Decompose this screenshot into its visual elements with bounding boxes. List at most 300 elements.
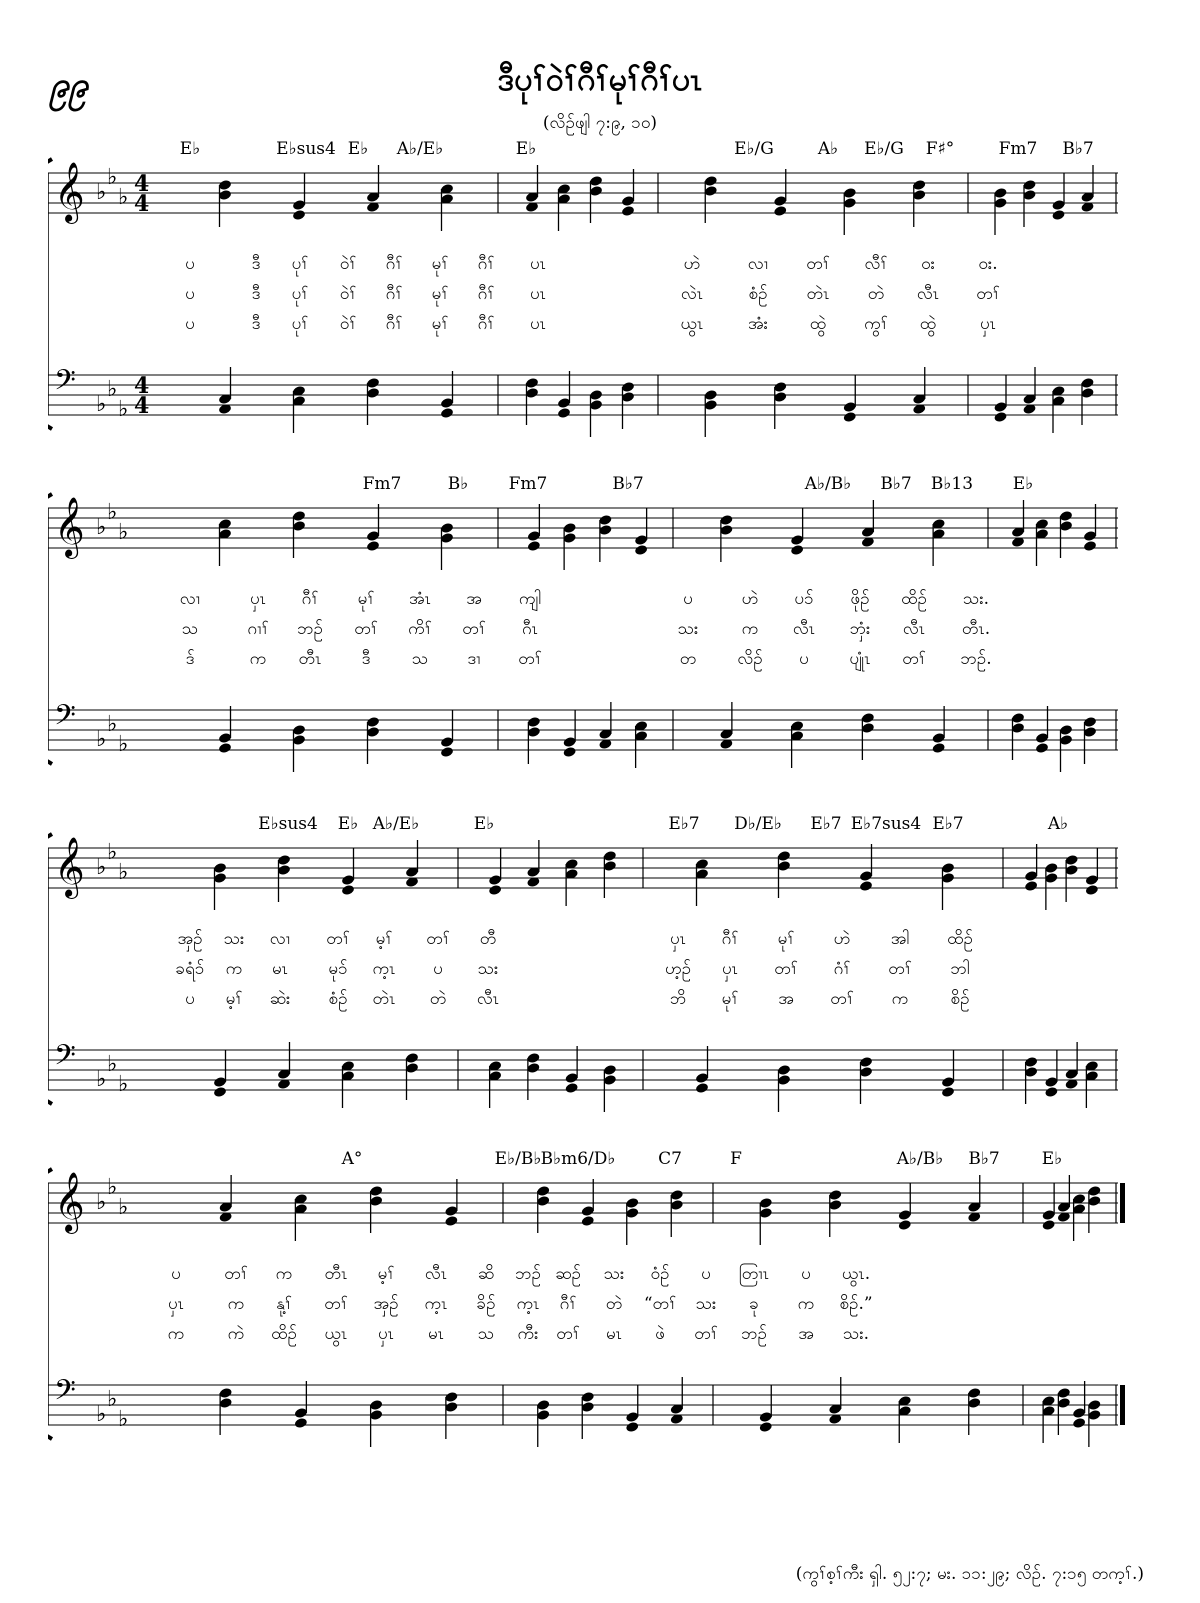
key-signature-flat-icon: ♭ (96, 1402, 107, 1427)
lyric-syllable: လီၤ (476, 989, 500, 1009)
time-signature-digit: 4 (134, 171, 150, 197)
lyric-syllable: ပုၢ် (291, 254, 309, 274)
lyric-syllable: ပၥ် (794, 589, 814, 609)
lyric-syllable: ပ (171, 1264, 181, 1284)
lyric-syllable: က (891, 989, 909, 1009)
lyric-syllable: တၢ် (354, 619, 378, 639)
lyric-syllable: အ (778, 989, 794, 1009)
lyric-syllable: ပ (433, 959, 443, 979)
lyric-syllable: ဘဉ် (741, 1324, 767, 1344)
lyric-syllable: မ့ၢ် (375, 929, 393, 949)
lyric-syllable: ဝဲၢ် (339, 284, 357, 304)
lyric-syllable: ဝဲၢ် (339, 314, 357, 334)
footer-reference: (ကွၢ်စ့ၢ်ကီး ရှါ. ၅၂:၇; မး. ၁၁:၂၉; လိဉ်. ၇:၁၅ တက့ၢ်.) (795, 1564, 1144, 1584)
key-signature-flat-icon: ♭ (96, 727, 107, 752)
lyric-syllable: ဖဲ (655, 1324, 665, 1344)
chord-symbol: A♭/E♭ (396, 139, 444, 159)
lyric-syllable: ဒၢ (467, 649, 481, 669)
note-head (790, 544, 804, 556)
lyric-syllable: မုၢ် (431, 254, 449, 274)
bass-staff (48, 1050, 1118, 1090)
lyric-syllable: ပှၤ (979, 314, 997, 334)
music-system-4 (48, 1145, 1170, 1455)
lyric-syllable: ခု (749, 1294, 759, 1314)
lyric-syllable: သး (695, 1294, 717, 1314)
bass-staff (48, 1385, 1118, 1425)
lyric-syllable: စိဉ် (950, 989, 970, 1009)
lyric-syllable: က (741, 619, 759, 639)
final-barline (1120, 1183, 1125, 1223)
chord-symbol: E♭7 (932, 814, 964, 834)
chord-symbol: F (730, 1149, 742, 1169)
chord-symbol: A♭/E♭ (372, 814, 420, 834)
lyric-syllable: လီၢ် (864, 254, 888, 274)
lyric-syllable: ထွဲ (809, 314, 827, 334)
note-head (440, 746, 454, 758)
chord-symbol: F♯° (925, 139, 955, 159)
lyric-verse-1 (48, 928, 1170, 952)
chord-symbol: E♭ (347, 139, 369, 159)
note-head (941, 1086, 955, 1098)
lyric-syllable: က (797, 1294, 815, 1314)
lyric-syllable: မုၢ် (777, 929, 795, 949)
key-signature-flat-icon: ♭ (96, 515, 107, 540)
lyric-syllable: ဆိ (477, 1264, 495, 1284)
lyric-syllable: က့ၤ (424, 1294, 448, 1314)
lyric-syllable: အံၤ (409, 589, 431, 609)
lyric-syllable: လဲၤ (680, 284, 704, 304)
key-signature-flat-icon: ♭ (107, 500, 118, 525)
note-head (1083, 540, 1097, 552)
lyric-syllable: ဟ့ဉ် (664, 959, 692, 979)
lyric-syllable: စံဉ် (328, 989, 348, 1009)
lyric-syllable: တဲ (605, 1294, 623, 1314)
chord-symbol: C7 (658, 1149, 682, 1169)
lyric-syllable: ပှၤ (377, 1324, 395, 1344)
lyric-syllable: ဂၢၢ် (247, 619, 269, 639)
lyric-syllable: တၢ် (324, 1294, 348, 1314)
chord-symbol: B♭m6/D♭ (540, 1149, 616, 1169)
lyric-syllable: ခရံၥ် (175, 959, 205, 979)
chord-symbol: E♭7 (668, 814, 700, 834)
bass-clef-icon: 𝄢 (54, 1374, 76, 1414)
lyric-syllable: က (227, 1294, 245, 1314)
lyric-syllable: ယွၤ. (841, 1264, 871, 1284)
lyric-verse-3 (48, 313, 1170, 337)
note-head (1035, 742, 1049, 754)
lyric-syllable: သ (181, 619, 199, 639)
key-signature-flat-icon: ♭ (96, 855, 107, 880)
lyric-syllable: ဂီၢ် (721, 929, 739, 949)
lyric-syllable: ဂီၢ် (477, 314, 495, 334)
chord-symbol: E♭ (1012, 474, 1034, 494)
key-signature-flat-icon: ♭ (107, 1052, 118, 1077)
lyric-syllable: ဒီ (361, 649, 371, 669)
lyric-syllable: ပၤ (529, 314, 547, 334)
key-signature-flat-icon: ♭ (107, 840, 118, 865)
music-system-2 (48, 470, 1170, 780)
treble-clef-icon: 𝄞 (54, 497, 85, 557)
lyric-syllable: အ (466, 589, 482, 609)
lyric-syllable: ပျုံၤ (849, 649, 871, 669)
lyric-syllable: ထိဉ် (271, 1324, 297, 1344)
note-head (993, 411, 1007, 423)
lyric-syllable: လိဉ် (737, 649, 763, 669)
lyric-syllable: စံဉ် (748, 284, 768, 304)
treble-staff (48, 173, 1118, 213)
lyric-syllable: စိဉ်.” (839, 1294, 873, 1314)
lyric-syllable: ဟဲ (683, 254, 701, 274)
chord-symbol: A° (341, 1149, 363, 1169)
key-signature-flat-icon: ♭ (96, 1067, 107, 1092)
lyric-syllable: လီၤ (916, 284, 940, 304)
lyric-syllable: ဟဲ (741, 589, 759, 609)
lyric-syllable: လီၤ (792, 619, 816, 639)
note-head (292, 209, 306, 221)
lyric-syllable: သး. (842, 1324, 870, 1344)
chord-symbol: E♭ (1041, 1149, 1063, 1169)
lyric-syllable: တ (679, 649, 697, 669)
treble-clef-icon: 𝄞 (54, 1172, 85, 1232)
chord-symbol: E♭ (337, 814, 359, 834)
lyric-syllable: ယွၤ (324, 1324, 348, 1344)
lyric-syllable: ဟဲ (833, 929, 851, 949)
note-head (366, 540, 380, 552)
lyric-syllable: တၢ် (462, 619, 486, 639)
note-head (898, 1219, 912, 1231)
lyric-syllable: ဘဉ်. (960, 649, 992, 669)
lyric-syllable: ဂီၢ် (385, 314, 403, 334)
lyric-syllable: ပှၤ (721, 959, 739, 979)
time-signature-digit: 4 (134, 191, 150, 217)
lyric-syllable: လၢ (269, 929, 291, 949)
note-head (488, 884, 502, 896)
lyric-syllable: ဒီ (251, 254, 261, 274)
hymn-title: ဒီပုၢ်ဝဲၢ်ဂီၢ်မုၢ်ဂီၢ်ပၤ (497, 60, 703, 98)
lyric-syllable: မုၢ် (357, 589, 375, 609)
lyric-syllable: အါ (890, 929, 910, 949)
note-head (1072, 1417, 1086, 1429)
note-head (440, 407, 454, 419)
lyric-syllable: တဲ (429, 989, 447, 1009)
lyric-syllable: သး (477, 959, 499, 979)
bass-clef-icon: 𝄢 (54, 364, 76, 404)
chord-symbol: E♭/G (864, 139, 904, 159)
lyric-syllable: ကီး (517, 1324, 539, 1344)
lyric-syllable: ပ (185, 254, 195, 274)
lyric-syllable: “တၢ် (643, 1294, 677, 1314)
bass-staff (48, 375, 1118, 415)
lyric-syllable: ပှၤ (167, 1294, 185, 1314)
chord-symbol: E♭7sus4 (850, 814, 922, 834)
chord-symbol: B♭7 (1062, 139, 1094, 159)
lyric-syllable: ဂီၤ (521, 619, 539, 639)
final-barline (1120, 1385, 1125, 1425)
lyric-syllable: ယွၤ (680, 314, 704, 334)
key-signature-flat-icon: ♭ (96, 180, 107, 205)
chord-symbol: B♭ (447, 474, 469, 494)
lyric-syllable: ဆဉ် (555, 1264, 581, 1284)
chord-symbol: A♭/B♭ (896, 1149, 944, 1169)
lyric-syllable: အှဉ် (373, 1294, 399, 1314)
lyric-syllable: ဘိ (669, 989, 687, 1009)
key-signature-flat-icon: ♭ (118, 1407, 129, 1432)
key-signature-flat-icon: ♭ (107, 165, 118, 190)
treble-staff (48, 1183, 1118, 1223)
lyric-syllable: ဂီၢ် (301, 589, 319, 609)
note-head (843, 411, 857, 423)
lyric-syllable: ဝး (921, 254, 935, 274)
note-head (1044, 1086, 1058, 1098)
lyric-syllable: ပုၢ် (291, 284, 309, 304)
lyric-syllable: တၢ် (694, 1324, 718, 1344)
lyric-syllable: တီၤ (324, 1264, 348, 1284)
key-signature-flat-icon: ♭ (107, 712, 118, 737)
note-head (294, 1417, 308, 1429)
lyric-syllable: အ (798, 1324, 814, 1344)
lyric-syllable: ဝံဉ် (650, 1264, 670, 1284)
lyric-syllable: ဘဉ် (515, 1264, 541, 1284)
note-head (634, 544, 648, 556)
time-signature-digit: 4 (134, 373, 150, 399)
lyric-syllable: မုၥ် (328, 959, 348, 979)
lyric-syllable: အံး (748, 314, 768, 334)
lyric-syllable: ဂီၢ် (477, 284, 495, 304)
lyric-syllable: လၢ (179, 589, 201, 609)
note-head (773, 205, 787, 217)
treble-staff (48, 508, 1118, 548)
note-head (1042, 1219, 1056, 1231)
chord-symbol: E♭sus4 (258, 814, 318, 834)
lyric-syllable: ဒီ (251, 314, 261, 334)
lyric-syllable: တြၢၤ (738, 1264, 770, 1284)
bass-staff (48, 710, 1118, 750)
chord-symbol: E♭sus4 (276, 139, 336, 159)
bass-clef-icon: 𝄢 (54, 1039, 76, 1079)
lyric-syllable: တၢ် (976, 284, 1000, 304)
lyric-syllable: မုၢ် (431, 284, 449, 304)
lyric-syllable: က့ၤ (516, 1294, 540, 1314)
note-head (218, 742, 232, 754)
lyric-syllable: လီၤ (424, 1264, 448, 1284)
lyric-verse-1 (48, 1263, 1170, 1287)
lyric-syllable: သး (223, 929, 245, 949)
lyric-syllable: ဂီၢ် (559, 1294, 577, 1314)
chord-symbol: A♭ (817, 139, 839, 159)
note-head (444, 1215, 458, 1227)
lyric-syllable: လီၤ (902, 619, 926, 639)
lyric-syllable: တၢ် (774, 959, 798, 979)
lyric-syllable: ဝး. (978, 254, 998, 274)
note-head (1051, 209, 1065, 221)
note-head (581, 1215, 595, 1227)
lyric-syllable: တၢ် (518, 649, 542, 669)
chord-symbol: A♭ (1047, 814, 1069, 834)
lyric-syllable: တၢ် (806, 254, 830, 274)
lyric-verse-3 (48, 988, 1170, 1012)
lyric-syllable: ပၤ (529, 284, 547, 304)
lyric-syllable: က (275, 1264, 293, 1284)
key-signature-flat-icon: ♭ (118, 1195, 129, 1220)
lyric-syllable: ကျါ (518, 589, 542, 609)
lyric-syllable: က (225, 959, 243, 979)
chord-symbol: A♭/B♭ (804, 474, 852, 494)
music-system-1 (48, 135, 1170, 445)
note-head (1024, 880, 1038, 892)
lyric-syllable: ထွဲ (919, 314, 937, 334)
note-head (759, 1421, 773, 1433)
key-signature-flat-icon: ♭ (118, 397, 129, 422)
key-signature-flat-icon: ♭ (118, 732, 129, 757)
note-head (695, 1082, 709, 1094)
chord-symbol: E♭/B♭ (494, 1149, 542, 1169)
note-head (932, 742, 946, 754)
lyric-verse-2 (48, 283, 1170, 307)
lyric-syllable: ဝဲၢ် (339, 254, 357, 274)
lyric-verse-2 (48, 1293, 1170, 1317)
note-head (1085, 884, 1099, 896)
lyric-syllable: က (249, 649, 267, 669)
lyric-syllable: မ့ၢ် (225, 989, 243, 1009)
music-system-3 (48, 810, 1170, 1120)
lyric-syllable: တီၤ. (961, 619, 991, 639)
time-signature-digit: 4 (134, 393, 150, 419)
lyric-syllable: သ (411, 649, 429, 669)
lyric-syllable: တဲၤ (806, 284, 830, 304)
lyric-syllable: တီၤ (298, 649, 322, 669)
note-head (557, 407, 571, 419)
lyric-syllable: ကဲ (227, 1324, 245, 1344)
lyric-syllable: ပ (683, 589, 693, 609)
lyric-syllable: တဲၤ (372, 989, 396, 1009)
chord-symbol: E♭7 (810, 814, 842, 834)
lyric-verse-3 (48, 1323, 1170, 1347)
key-signature-flat-icon: ♭ (118, 520, 129, 545)
chord-symbol: Fm7 (508, 474, 548, 494)
lyric-syllable: ကွၢ် (864, 314, 888, 334)
lyric-syllable: ဂီၢ် (477, 254, 495, 274)
note-head (563, 746, 577, 758)
lyric-syllable: တၢ် (902, 649, 926, 669)
note-head (625, 1421, 639, 1433)
lyric-syllable: တၢ် (326, 929, 350, 949)
lyric-syllable: မၤ (427, 1324, 445, 1344)
lyric-syllable: တၢ် (888, 959, 912, 979)
lyric-syllable: တၢ် (556, 1324, 580, 1344)
note-head (565, 1082, 579, 1094)
chord-symbol: B♭7 (612, 474, 644, 494)
lyric-syllable: တၢ် (224, 1264, 248, 1284)
lyric-syllable: သ (477, 1324, 495, 1344)
lyric-syllable: မုၢ် (721, 989, 739, 1009)
key-signature-flat-icon: ♭ (118, 185, 129, 210)
note-head (527, 540, 541, 552)
chord-symbol: D♭/E♭ (734, 814, 782, 834)
chord-symbol: Fm7 (998, 139, 1038, 159)
lyric-syllable: လၢ (747, 254, 769, 274)
lyric-syllable: ပ (185, 284, 195, 304)
lyric-syllable: ပ (801, 1264, 811, 1284)
lyric-syllable: အှဉ် (177, 929, 203, 949)
note-head (621, 205, 635, 217)
lyric-syllable: မၤ (605, 1324, 623, 1344)
scripture-reference: (လိဉ်ဖျါ ၇:၉, ၁၀) (542, 113, 658, 133)
lyric-verse-2 (48, 618, 1170, 642)
lyric-syllable: တၢ် (830, 989, 854, 1009)
lyric-syllable: ပၤ (529, 254, 547, 274)
lyric-syllable: ပ (185, 314, 195, 334)
chord-symbol: E♭ (473, 814, 495, 834)
lyric-syllable: ဒီ (251, 284, 261, 304)
lyric-syllable: ဘဉ် (297, 619, 323, 639)
key-signature-flat-icon: ♭ (118, 1072, 129, 1097)
key-signature-flat-icon: ♭ (96, 1190, 107, 1215)
lyric-syllable: ခိဉ် (476, 1294, 496, 1314)
lyric-verse-1 (48, 588, 1170, 612)
note-head (341, 884, 355, 896)
chord-symbol: E♭/G (734, 139, 774, 159)
lyric-syllable: သး. (962, 589, 990, 609)
lyric-syllable: ဂီၢ် (385, 254, 403, 274)
note-head (213, 1086, 227, 1098)
lyric-syllable: က့ၤ (372, 959, 396, 979)
chord-symbol: B♭7 (968, 1149, 1000, 1169)
key-signature-flat-icon: ♭ (107, 377, 118, 402)
key-signature-flat-icon: ♭ (107, 1175, 118, 1200)
bass-clef-icon: 𝄢 (54, 699, 76, 739)
lyric-syllable: က (167, 1324, 185, 1344)
lyric-syllable: မၤ (271, 959, 289, 979)
lyric-syllable: ပ (799, 649, 809, 669)
lyric-verse-2 (48, 958, 1170, 982)
lyric-syllable: ထိဉ် (947, 929, 973, 949)
chord-symbol: Fm7 (362, 474, 402, 494)
chord-symbol: B♭7 (880, 474, 912, 494)
chord-symbol: E♭ (179, 139, 201, 159)
lyric-syllable: ဆဲး (269, 989, 291, 1009)
lyric-syllable: တီ (479, 929, 497, 949)
lyric-syllable: ပှၤ (669, 929, 687, 949)
note-head (859, 880, 873, 892)
lyric-syllable: ကိၢ် (408, 619, 432, 639)
lyric-syllable: ပ (701, 1264, 711, 1284)
treble-clef-icon: 𝄞 (54, 837, 85, 897)
lyric-syllable: ဘါ (950, 959, 970, 979)
key-signature-flat-icon: ♭ (107, 1387, 118, 1412)
lyric-syllable: ဒ် (185, 649, 195, 669)
chord-symbol: B♭13 (930, 474, 974, 494)
chord-symbol: E♭ (515, 139, 537, 159)
lyric-syllable: ပုၢ် (291, 314, 309, 334)
lyric-verse-1 (48, 253, 1170, 277)
lyric-syllable: သး (677, 619, 699, 639)
lyric-syllable: ပှၤ (249, 589, 267, 609)
hymn-number: ၉၉ (50, 65, 89, 105)
lyric-syllable: နု့ၢ် (276, 1294, 292, 1314)
lyric-syllable: ဘှံး (849, 619, 871, 639)
treble-clef-icon: 𝄞 (54, 162, 85, 222)
lyric-syllable: မ့ၢ် (377, 1264, 395, 1284)
lyric-syllable: တၢ် (426, 929, 450, 949)
key-signature-flat-icon: ♭ (96, 392, 107, 417)
lyric-syllable: တဲ (867, 284, 885, 304)
lyric-verse-3 (48, 648, 1170, 672)
lyric-syllable: ပ (185, 989, 195, 1009)
lyric-syllable: ဂံၢ် (833, 959, 851, 979)
lyric-syllable: မုၢ် (431, 314, 449, 334)
lyric-syllable: ဂီၢ် (385, 284, 403, 304)
lyric-syllable: သး (603, 1264, 625, 1284)
